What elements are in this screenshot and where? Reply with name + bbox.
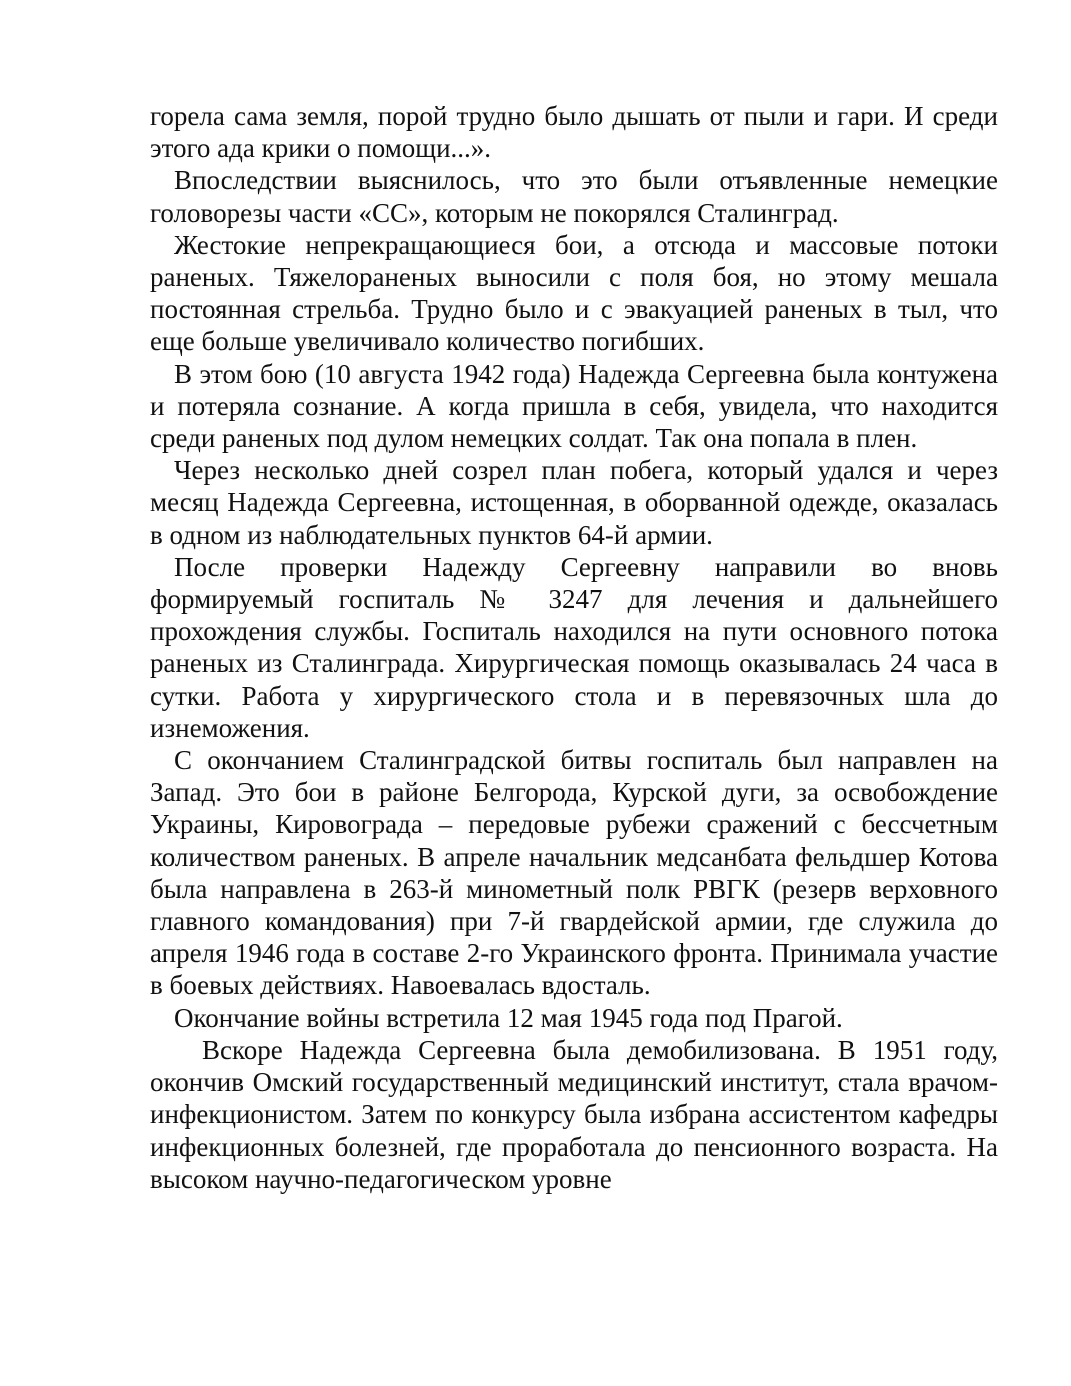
paragraph-hospital-3247: После проверки Надежду Сергеевну направили во вновь формируемый госпиталь № 3247 для лечения и дальнейшего прохождения службы. Госпиталь находился на пути основного потока раненых из Сталинграда. Хирургическая помощь оказывалась 24 часа в сутки. Работа у хирургического стола и в перевязочных шла до изнеможения. [150,551,998,743]
paragraph-captivity: В этом бою (10 августа 1942 года) Надежда Сергеевна была контужена и потеряла сознание. А когда пришла в себя, увидела, что находится среди раненых под дулом немецких солдат. Так она попала в плен. [150,358,998,454]
paragraph-wounded-flows: Жестокие непрекращающиеся бои, а отсюда и массовые потоки раненых. Тяжелораненых выносили с поля боя, но этому мешала постоянная стрельба. Трудно было и с эвакуацией раненых в тыл, что еще больше увеличивало количество погибших. [150,229,998,357]
paragraph-war-end: Окончание войны встретила 12 мая 1945 года под Прагой. [174,1002,843,1033]
document-body [150,100,998,1195]
paragraph-continuation: горела сама земля, порой трудно было дышать от пыли и гари. И среди этого ада крики о помощи...». [150,101,998,164]
paragraph-demobilization: Вскоре Надежда Сергеевна была демобилизована. В 1951 году, окончив Омский государственный медицинский институт, стала врачом-инфекционистом. Затем по конкурсу была избрана ассистентом кафедры инфекционных болезней, где проработала до пенсионного возраста. На высоком научно-педагогическом уровне [150,1034,998,1194]
paragraph-ss-headcutters: Впоследствии выяснилось, что это были отъявленные немецкие головорезы части «СС», которым не покорялся Сталинград. [150,165,998,228]
paragraph-escape: Через несколько дней созрел план побега, который удался и через месяц Надежда Сергеевна, истощенная, в оборванной одежде, оказалась в одном из наблюдательных пунктов 64-й армии. [150,455,998,550]
paragraph-westward-campaign: С окончанием Сталинградской битвы госпиталь был направлен на Запад. Это бои в районе Белгорода, Курской дуги, за освобождение Украины, Кировограда – передовые рубежи сражений с бессчетным количеством раненых. В апреле начальник медсанбата фельдшер Котова была направлена в 263-й минометный полк РВГК (резерв верховного главного командования) при 7-й гвардейской армии, где служила до апреля 1946 года в составе 2-го Украинского фронта. Принимала участие в боевых действиях. Навоевалась вдосталь. [150,745,998,1001]
